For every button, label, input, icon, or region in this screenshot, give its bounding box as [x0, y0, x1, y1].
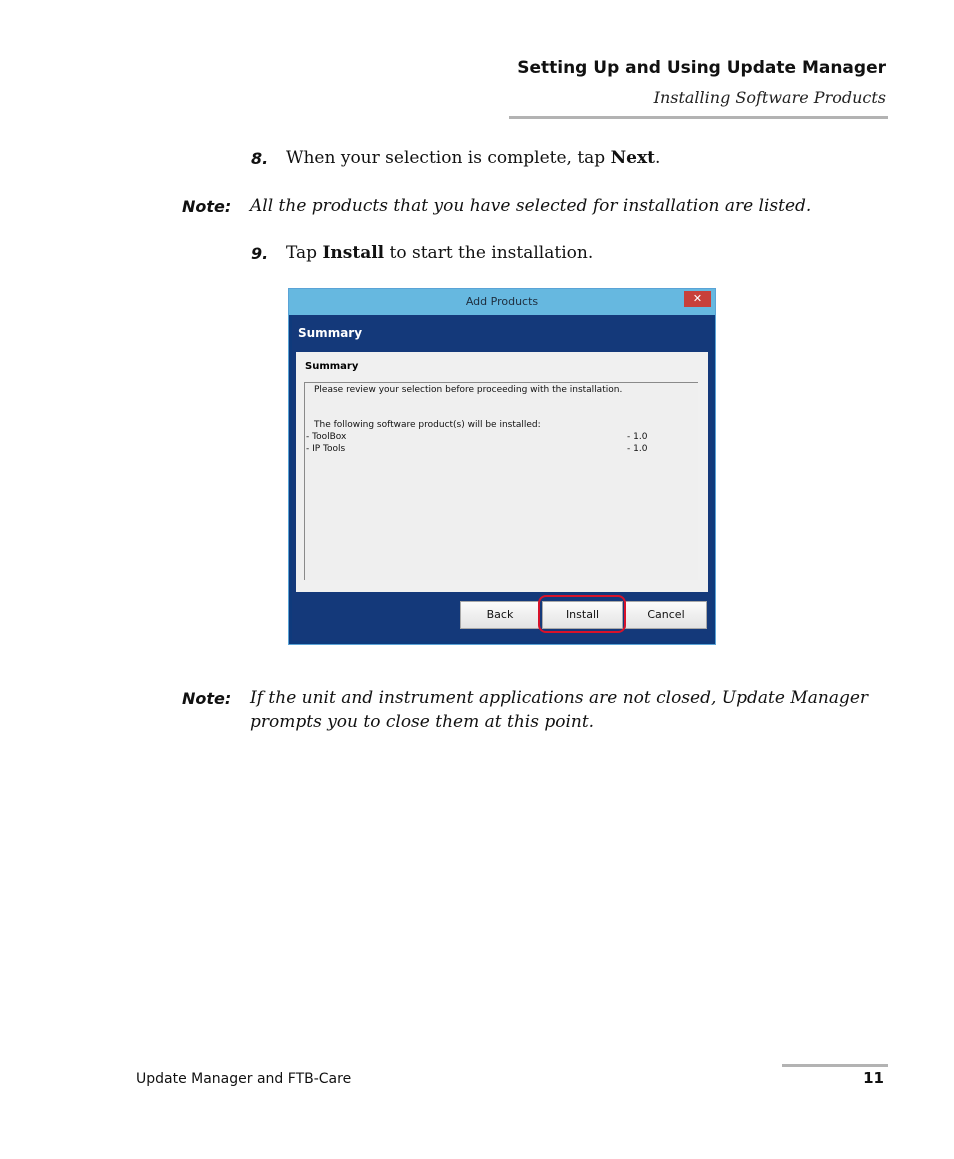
product-version: - 1.0: [627, 432, 648, 442]
step-8-text-end: .: [654, 148, 661, 168]
install-highlight-callout: [538, 595, 626, 633]
product-version: - 1.0: [627, 444, 648, 454]
note-1-label: Note:: [182, 197, 232, 216]
footer-rule: [782, 1064, 888, 1067]
note-2-line-1: If the unit and instrument applications are not closed, Update Manager: [250, 688, 869, 708]
dialog-title: Add Products: [465, 295, 539, 308]
header-rule: [509, 116, 888, 119]
summary-textbox: [304, 382, 698, 580]
close-icon[interactable]: ✕: [684, 291, 711, 307]
note-2-label: Note:: [182, 689, 232, 708]
step-8-bold: Next: [610, 148, 655, 168]
summary-heading: Summary: [305, 361, 359, 372]
dialog-titlebar: [289, 289, 715, 315]
intro-line: The following software product(s) will be installed:: [314, 420, 541, 430]
running-header-subtitle: Installing Software Products: [653, 88, 886, 107]
install-button[interactable]: Install: [542, 601, 623, 629]
note-1-text: All the products that you have selected for installation are listed.: [250, 196, 812, 216]
page-number: 11: [863, 1069, 884, 1087]
footer-document-title: Update Manager and FTB-Care: [136, 1071, 352, 1087]
step-8-text: [286, 148, 660, 168]
product-name: - ToolBox: [306, 432, 347, 442]
note-2-line-2: prompts you to close them at this point.: [250, 712, 595, 732]
summary-panel: [296, 352, 708, 592]
cancel-button[interactable]: Cancel: [625, 601, 707, 629]
step-9-bold: Install: [322, 243, 385, 263]
step-8-text-start: When your selection is complete, tap: [286, 148, 611, 168]
step-9-text-end: to start the installation.: [384, 243, 594, 263]
step-9-text-start: Tap: [286, 243, 323, 263]
product-name: - IP Tools: [306, 444, 346, 454]
step-9-number: 9.: [251, 244, 269, 263]
dialog-band-title: Summary: [298, 326, 363, 340]
running-header-title: Setting Up and Using Update Manager: [517, 58, 886, 78]
add-products-dialog: [288, 288, 716, 645]
back-button[interactable]: Back: [460, 601, 540, 629]
step-8-number: 8.: [251, 149, 269, 168]
note-2-text: [250, 686, 870, 734]
review-line: Please review your selection before proceeding with the installation.: [314, 385, 623, 395]
step-9-text: [286, 243, 593, 263]
